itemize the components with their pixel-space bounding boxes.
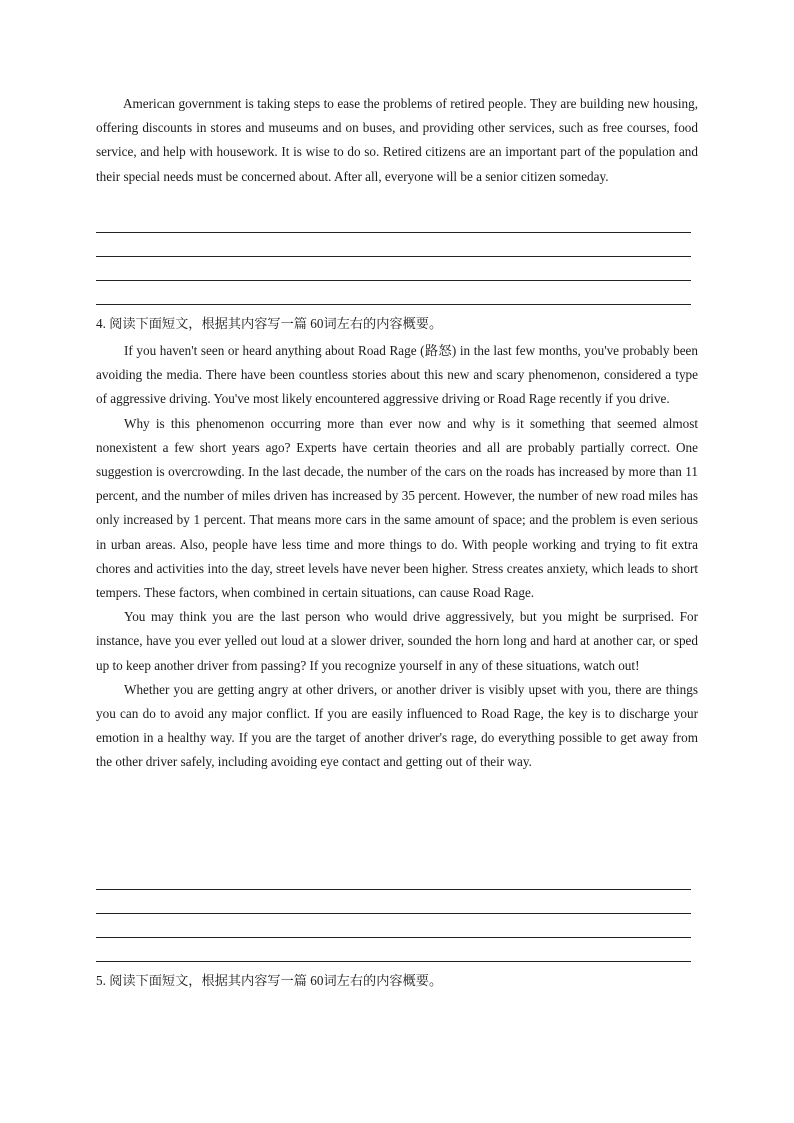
answer-line[interactable] [96,233,691,257]
answer-line[interactable] [96,866,691,890]
passage-3-paragraph: American government is taking steps to ease the problems of retired people. They are building new housing, offering discounts in stores and museums and on buses, and providing other services, such as free courses, food service, and help with housework. It is wise to do so. Retired citizens are an important part of the population and their special needs must be concerned about. After all, everyone will be a senior citizen someday. [96,96,698,184]
passage-4 [96,339,698,775]
passage-4-paragraph-4: Whether you are getting angry at other drivers, or another driver is visibly upset with you, there are things you can do to avoid any major conflict. If you are easily influenced to Road Rage, the key is to discharge your emotion in a healthy way. If you are the target of another driver's rage, do everything possible to get away from the other driver safely, including avoiding eye contact and getting out of their way. [96,681,698,770]
answer-lines-3 [96,209,691,305]
question-5-heading: 5. 阅读下面短文，根据其内容写一篇 60词左右的内容概要。 [96,973,443,988]
answer-line[interactable] [96,938,691,962]
passage-3 [96,92,698,189]
question-4-heading: 4. 阅读下面短文，根据其内容写一篇 60词左右的内容概要。 [96,316,443,331]
answer-line[interactable] [96,890,691,914]
passage-4-paragraph-1: If you haven't seen or heard anything about Road Rage (路怒) in the last few months, you've probably been avoiding the media. There have been countless stories about this new and scary phenomenon, considered a type of aggressive driving. You've most likely encountered aggressive driving or Road Rage recently if you drive. [96,343,698,407]
answer-line[interactable] [96,281,691,305]
answer-line[interactable] [96,209,691,233]
passage-4-paragraph-3: You may think you are the last person who would drive aggressively, but you might be surprised. For instance, have you ever yelled out loud at a slower driver, sounded the horn long and hard at another car, or sped up to keep another driver from passing? If you recognize yourself in any of these situations, watch out! [96,609,698,673]
answer-line[interactable] [96,914,691,938]
answer-line[interactable] [96,257,691,281]
passage-4-paragraph-2: Why is this phenomenon occurring more than ever now and why is it something that seemed almost nonexistent a few short years ago? Experts have certain theories and all are probably partially correct. One suggestion is overcrowding. In the last decade, the number of the cars on the roads has increased by more than 11 percent, and the number of miles driven has increased by 35 percent. However, the number of new road miles has only increased by 1 percent. That means more cars in the same amount of space; and the problem is even serious in urban areas. Also, people have less time and more things to do. With people working and trying to fit extra chores and activities into the day, street levels have never been higher. Stress creates anxiety, which leads to short tempers. These factors, when combined in certain situations, can cause Road Rage. [96,415,698,601]
answer-lines-4 [96,866,691,962]
